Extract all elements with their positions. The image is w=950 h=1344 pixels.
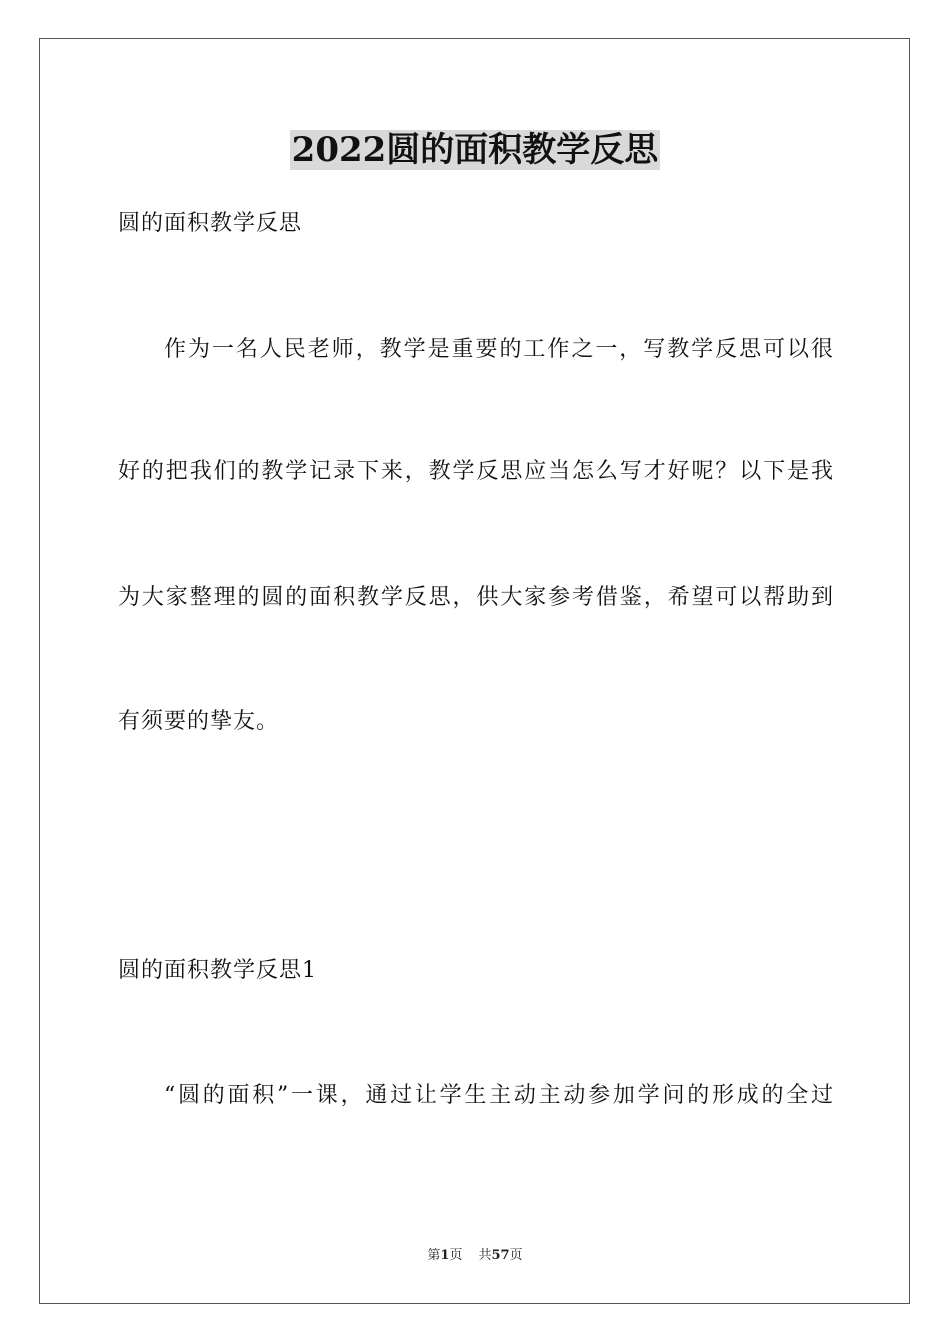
footer-page-suffix: 页 (449, 1248, 463, 1263)
document-title-text: 2022圆的面积教学反思 (291, 130, 659, 170)
paragraph-line: 好的把我们的教学记录下来，教学反思应当怎么写才好呢？以下是我 (118, 459, 834, 484)
paragraph-line: 有须要的挚友。 (118, 709, 280, 734)
footer-total-prefix: 共 (478, 1248, 492, 1263)
footer-page-prefix: 第 (427, 1248, 441, 1263)
paragraph-line: 为大家整理的圆的面积教学反思，供大家参考借鉴，希望可以帮助到 (118, 585, 834, 610)
footer-page-current: 1 (440, 1248, 450, 1263)
footer-page-total: 57 (491, 1248, 510, 1263)
paragraph-line: 作为一名人民老师，教学是重要的工作之一，写教学反思可以很 (164, 337, 834, 362)
document-subtitle: 圆的面积教学反思 (118, 211, 303, 236)
paragraph-line: “圆的面积”一课，通过让学生主动主动参加学问的形成的全过 (164, 1083, 834, 1108)
document-title (0, 128, 950, 172)
section-heading: 圆的面积教学反思1 (118, 958, 317, 983)
footer-total-suffix: 页 (509, 1248, 523, 1263)
page-footer (0, 1247, 950, 1265)
